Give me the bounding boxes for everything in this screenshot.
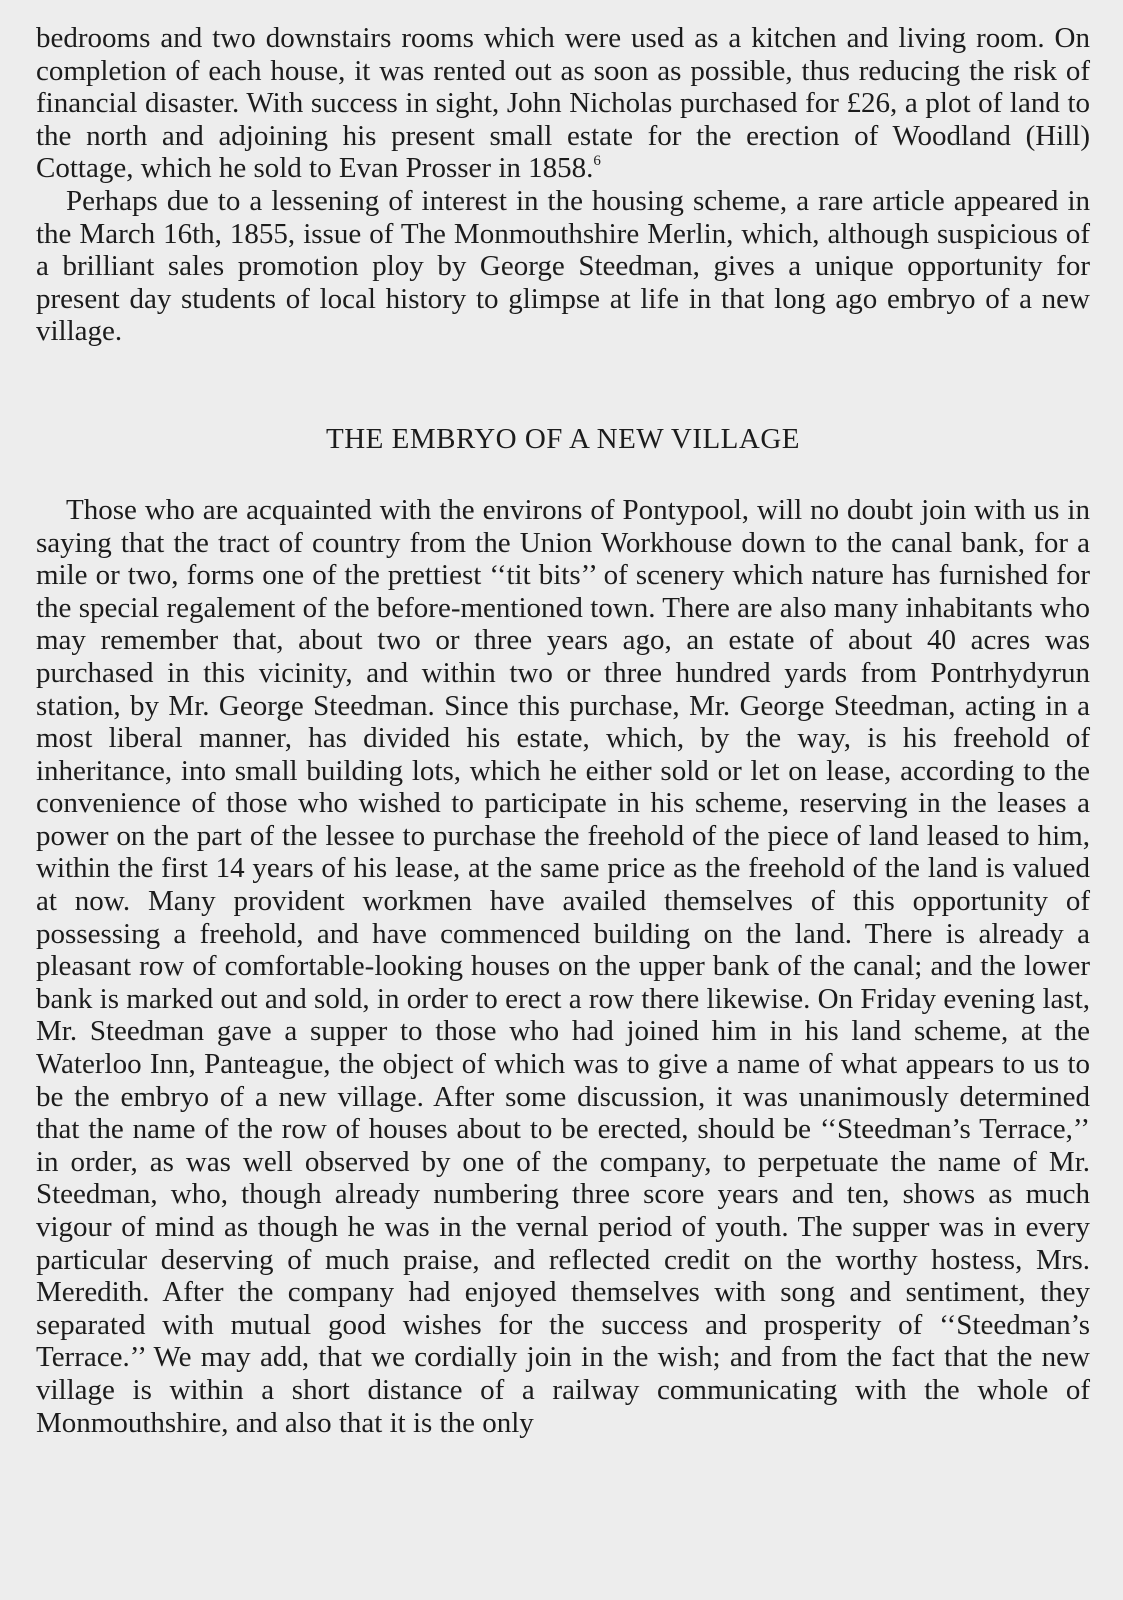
section-heading: THE EMBRYO OF A NEW VILLAGE: [325, 422, 801, 455]
paragraph-article-quote: Those who are acquainted with the environs of Pontypool, will no doubt join with us in saying that the tract of country from the Union Workhouse down to the canal bank, for a mile or two, forms one of the prettiest ‘‘tit bits’’ of scenery which nature has furnished for the special regalement of the before-mentioned town. There are also many inhabitants who may remember that, about two or three years ago, an estate of about 40 acres was purchased in this vicinity, and within two or three hundred yards from Pontrhydyrun station, by Mr. George Steedman. Since this purchase, Mr. George Steedman, acting in a most liberal manner, has divided his estate, which, by the way, is his freehold of inheritance, into small building lots, which he either sold or let on lease, according to the convenience of those who wished to participate in his scheme, reserving in the leases a power on the part of the lessee to purchase the freehold of the piece of land leased to him, within the first 14 years of his lease, at the same price as the freehold of the land is valued at now. Many provident workmen have availed themselves of this opportunity of possessing a freehold, and have commenced building on the land. There is already a pleasant row of comfortable-looking houses on the upper bank of the canal; and the lower bank is marked out and sold, in order to erect a row there likewise. On Friday evening last, Mr. Steedman gave a supper to those who had joined him in his land scheme, at the Waterloo Inn, Panteague, the object of which was to give a name of what appears to us to be the embryo of a new village. After some discussion, it was unanimously determined that the name of the row of houses about to be erected, should be ‘‘Steedman’s Terrace,’’ in order, as was well observed by one of the company, to perpetuate the name of Mr. Steedman, who, though already numbering three score years and ten, shows as much vigour of mind as though he was in the vernal period of youth. The supper was in every particular deserving of much praise, and reflected credit on the worthy hostess, Mrs. Meredith. After the company had enjoyed themselves with song and sentiment, they separated with mutual good wishes for the success and prosperity of ‘‘Steedman’s Terrace.’’ We may add, that we cordially join in the wish; and from the fact that the new village is within a short distance of a railway communicating with the whole of Monmouthshire, and also that it is the only: [36, 493, 1090, 1439]
paragraph-merlin-intro: Perhaps due to a lessening of interest in the housing scheme, a rare article appeared in the March 16th, 1855, issue of The Monmouthshire Merlin, which, although suspicious of a brilliant sales promotion ploy by George Steedman, gives a unique opportunity for present day students of local history to glimpse at life in that long ago embryo of a new village.: [36, 184, 1090, 348]
paragraph-continuation: [36, 22, 1090, 185]
footnote-marker: 6: [593, 153, 601, 170]
document-page: [36, 22, 1090, 1439]
paragraph-text: bedrooms and two downstairs rooms which were used as a kitchen and living room. On completion of each house, it was rented out as soon as possible, thus reducing the risk of financial disaster. With success in sight, John Nicholas purchased for £26, a plot of land to the north and adjoining his present small estate for the erection of Woodland (Hill) Cottage, which he sold to Evan Prosser in 1858.: [36, 22, 1090, 185]
